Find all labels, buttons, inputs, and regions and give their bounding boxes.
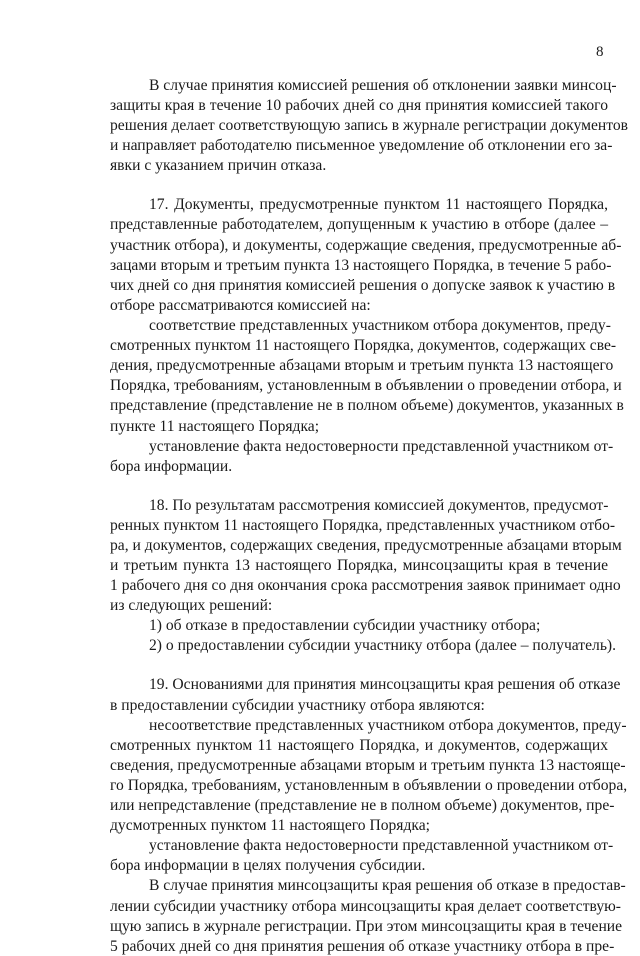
text-line: и направляет работодателю письменное уведомление об отклонении его за- xyxy=(110,137,613,154)
text-line: несоответствие представленных участником отбора документов, преду- xyxy=(149,717,627,734)
text-line: в предоставлении субсидии участнику отбора являются: xyxy=(110,697,485,714)
text-line: щую запись в журнале регистрации. При этом минсоцзащиты края в течение xyxy=(110,918,623,935)
text-line: из следующих решений: xyxy=(110,597,273,614)
text-line: или непредставление (представление не в полном объеме) документов, пре- xyxy=(110,797,615,814)
text-line: пункте 11 настоящего Порядка; xyxy=(110,418,320,435)
text-line: соответствие представленных участником отбора документов, преду- xyxy=(149,317,611,334)
text-line: бора информации в целях получения субсидии. xyxy=(110,857,426,874)
text-line: го Порядка, требованиям, установленным в объявлении о проведении отбора, xyxy=(110,777,628,794)
text-line: бора информации. xyxy=(110,458,233,475)
text-line: ра, и документов, содержащих сведения, предусмотренные абзацами вторым xyxy=(110,537,622,554)
text-line: 1 рабочего дня со дня окончания срока рассмотрения заявок принимает одно xyxy=(110,577,621,594)
text-line: отборе рассматриваются комиссией на: xyxy=(110,297,371,314)
text-line: защиты края в течение 10 рабочих дней со дня принятия комиссией такого xyxy=(110,97,608,114)
text-line: и третьим пункта 13 настоящего Порядка, минсоцзащиты края в течение xyxy=(110,557,608,574)
page-number: 8 xyxy=(596,44,604,60)
text-line: 19. Основаниями для принятия минсоцзащиты края решения об отказе xyxy=(149,676,621,693)
text-line: чих дней со дня принятия комиссией решения о допуске заявок к участию в xyxy=(110,277,616,294)
text-line: смотренных пунктом 11 настоящего Порядка, документов, содержащих све- xyxy=(110,337,617,354)
text-line: решения делает соответствующую запись в журнале регистрации документов xyxy=(110,117,629,134)
text-line: дения, предусмотренные абзацами вторым и третьим пункта 13 настоящего xyxy=(110,357,614,374)
text-line: установление факта недостоверности представленной участником от- xyxy=(149,438,614,455)
text-line: ренных пунктом 11 настоящего Порядка, представленных участником отбо- xyxy=(110,517,616,534)
text-line: Порядка, требованиям, установленным в объявлении о проведении отбора, и xyxy=(110,377,622,394)
text-line: сведения, предусмотренные абзацами вторым и третьим пункта 13 настояще- xyxy=(110,757,626,774)
text-line: В случае принятия комиссией решения об отклонении заявки минсоц- xyxy=(149,77,617,94)
text-line: 1) об отказе в предоставлении субсидии участнику отбора; xyxy=(149,617,541,634)
text-line: установление факта недостоверности представленной участником от- xyxy=(149,837,614,854)
text-line: явки с указанием причин отказа. xyxy=(110,157,327,174)
text-line: 5 рабочих дней со дня принятия решения об отказе участнику отбора в пре- xyxy=(110,938,615,955)
text-line: дусмотренных пунктом 11 настоящего Порядка; xyxy=(110,817,430,834)
text-line: 17. Документы, предусмотренные пунктом 11 настоящего Порядка, xyxy=(149,196,608,213)
text-line: зацами вторым и третьим пункта 13 настоящего Порядка, в течение 5 рабо- xyxy=(110,257,612,274)
text-line: 18. По результатам рассмотрения комиссией документов, предусмот- xyxy=(149,497,609,514)
text-line: лении субсидии участнику отбора минсоцзащиты края делает соответствую- xyxy=(110,898,621,915)
text-line: участник отбора), и документы, содержащие сведения, предусмотренные аб- xyxy=(110,237,622,254)
text-line: В случае принятия минсоцзащиты края решения об отказе в предостав- xyxy=(149,877,626,894)
text-line: смотренных пунктом 11 настоящего Порядка, и документов, содержащих xyxy=(110,737,608,754)
text-line: представление (представление не в полном объеме) документов, указанных в xyxy=(110,397,624,414)
text-line: представленные работодателем, допущенным к участию в отборе (далее – xyxy=(110,216,608,233)
text-line: 2) о предоставлении субсидии участнику отбора (далее – получатель). xyxy=(149,637,617,654)
